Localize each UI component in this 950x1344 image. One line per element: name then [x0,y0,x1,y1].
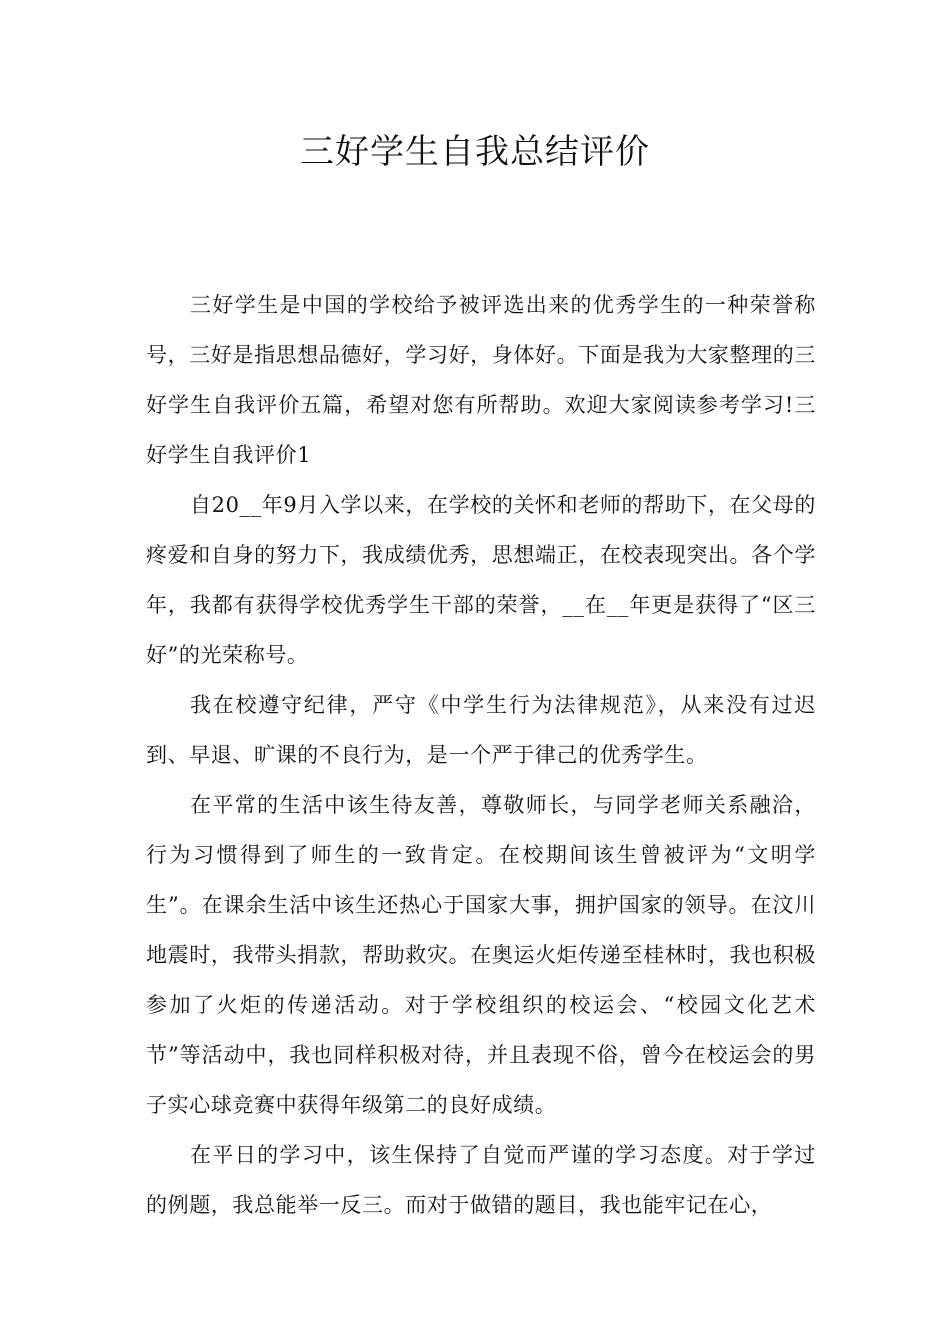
paragraph-study: 在平日的学习中，该生保持了自觉而严谨的学习态度。对于学过的例题，我总能举一反三。而对于做错的题目，我也能牢记在心， [146,1143,816,1217]
paragraph-discipline: 我在校遵守纪律，严守《中学生行为法律规范》，从来没有过迟到、早退、旷课的不良行为，是一个严于律己的优秀学生。 [146,693,816,767]
document-body [146,280,816,1230]
paragraph-intro: 三好学生是中国的学校给予被评选出来的优秀学生的一种荣誉称号，三好是指思想品德好，学习好，身体好。下面是我为大家整理的三好学生自我评价五篇，希望对您有所帮助。欢迎大家阅读参考学习!三好学生自我评价1 [146,293,816,467]
paragraph-daily-life: 在平常的生活中该生待友善，尊敬师长，与同学老师关系融洽，行为习惯得到了师生的一致肯定。在校期间该生曾被评为“文明学生”。在课余生活中该生还热心于国家大事，拥护国家的领导。在汶川地震时，我带头捐款，帮助救灾。在奥运火炬传递至桂林时，我也积极参加了火炬的传递活动。对于学校组织的校运会、“校园文化艺术节”等活动中，我也同样积极对待，并且表现不俗，曾今在校运会的男子实心球竞赛中获得年级第二的良好成绩。 [146,793,816,1117]
document-title: 三好学生自我总结评价 [300,132,650,172]
paragraph-enrollment: 自20__年9月入学以来，在学校的关怀和老师的帮助下，在父母的疼爱和自身的努力下，我成绩优秀，思想端正，在校表现突出。各个学年，我都有获得学校优秀学生干部的荣誉，__在__年更是获得了“区三好”的光荣称号。 [146,493,816,667]
